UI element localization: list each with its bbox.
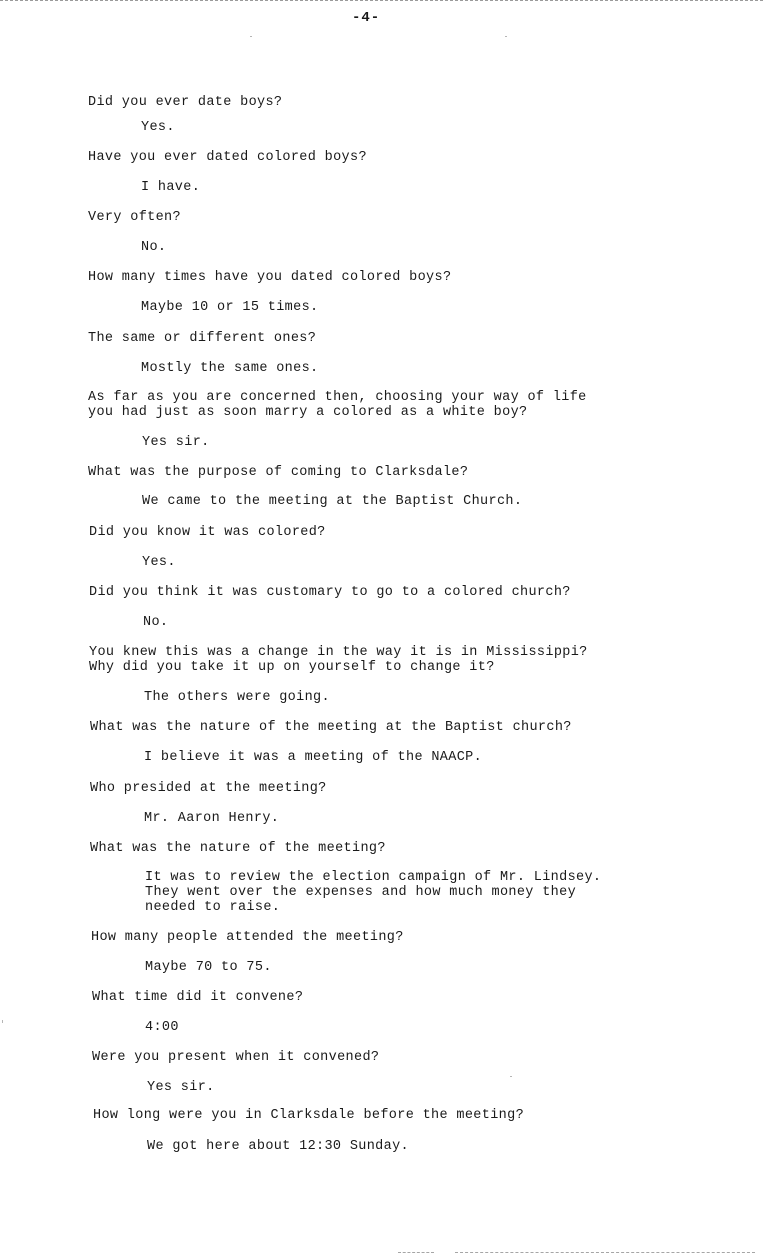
question-text: You knew this was a change in the way it is in Mississippi? Why did you take it up on yourself to change it? [89, 645, 588, 675]
page-number: -4- [352, 10, 381, 26]
question-text: Did you know it was colored? [89, 525, 326, 540]
top-page-edge [0, 0, 763, 1]
answer-text: Yes. [142, 555, 176, 570]
bottom-page-edge [398, 1252, 434, 1253]
scan-speck [250, 36, 252, 37]
answer-text: We got here about 12:30 Sunday. [147, 1139, 409, 1154]
question-text: Very often? [88, 210, 181, 225]
question-text: As far as you are concerned then, choosing your way of life you had just as soon marry a colored as a white boy? [88, 390, 587, 420]
answer-text: Maybe 70 to 75. [145, 960, 272, 975]
question-text: What was the nature of the meeting? [90, 841, 386, 856]
question-text: How many times have you dated colored boys? [88, 270, 452, 285]
question-text: How long were you in Clarksdale before the meeting? [93, 1108, 525, 1123]
question-text: What was the nature of the meeting at the Baptist church? [90, 720, 572, 735]
answer-text: Yes sir. [147, 1080, 215, 1095]
answer-text: Yes. [141, 120, 175, 135]
answer-text: I have. [141, 180, 201, 195]
answer-text: It was to review the election campaign of Mr. Lindsey. They went over the expenses and how much money they needed to raise. [145, 870, 602, 915]
answer-text: 4:00 [145, 1020, 179, 1035]
answer-text: The others were going. [144, 690, 330, 705]
question-text: What was the purpose of coming to Clarksdale? [88, 465, 469, 480]
answer-text: No. [141, 240, 167, 255]
bottom-page-edge [455, 1252, 755, 1253]
answer-text: We came to the meeting at the Baptist Church. [142, 494, 523, 509]
answer-text: Mr. Aaron Henry. [144, 811, 280, 826]
question-text: Who presided at the meeting? [90, 781, 327, 796]
answer-text: Mostly the same ones. [141, 361, 319, 376]
question-text: Did you think it was customary to go to a colored church? [89, 585, 571, 600]
question-text: Have you ever dated colored boys? [88, 150, 367, 165]
question-text: Did you ever date boys? [88, 95, 283, 110]
answer-text: Maybe 10 or 15 times. [141, 300, 319, 315]
question-text: How many people attended the meeting? [91, 930, 404, 945]
answer-text: I believe it was a meeting of the NAACP. [144, 750, 483, 765]
question-text: Were you present when it convened? [92, 1050, 380, 1065]
scan-speck [510, 1076, 512, 1077]
answer-text: Yes sir. [142, 435, 210, 450]
answer-text: No. [143, 615, 169, 630]
scan-speck [2, 1020, 3, 1023]
question-text: The same or different ones? [88, 331, 317, 346]
question-text: What time did it convene? [92, 990, 304, 1005]
scan-speck [505, 36, 507, 37]
